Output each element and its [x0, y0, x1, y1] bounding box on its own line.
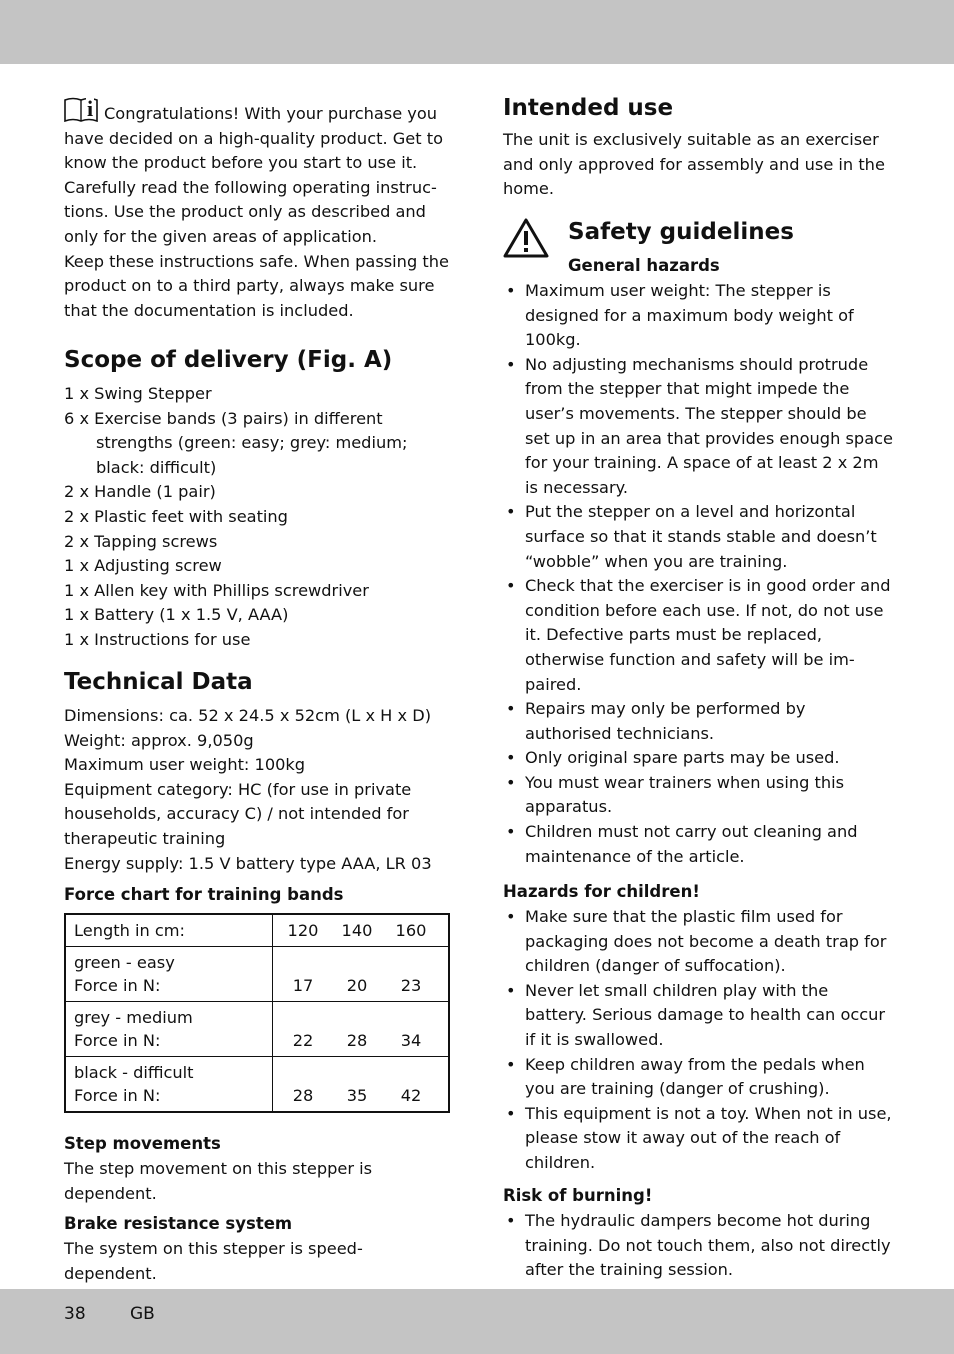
- table-cell: [273, 1002, 450, 1057]
- warning-triangle-icon: [503, 218, 549, 258]
- scope-list: [64, 382, 450, 653]
- list-item: 1 x Adjusting screw: [64, 556, 222, 576]
- table-cell: [65, 1002, 273, 1057]
- intro-line: product on to a third party, always make sure: [64, 276, 435, 296]
- table-cell: [65, 1057, 273, 1113]
- table-row: [65, 947, 449, 1002]
- intro-first-line: Congratulations! With your purchase you: [104, 104, 438, 123]
- table-cell: [273, 914, 450, 947]
- list-item: • Put the stepper on a level and horizontal surface so that it stands stable and doesn’t “wobble” when you are training.: [503, 500, 893, 574]
- band-name: grey - medium: [74, 1008, 193, 1027]
- children-heading: Hazards for children!: [503, 882, 700, 901]
- list-item: 1 x Instructions for use: [64, 629, 251, 649]
- children-list: [503, 905, 893, 1176]
- page-number: 38: [64, 1304, 86, 1324]
- length-value: 160: [395, 921, 427, 940]
- intended-heading: Intended use: [503, 95, 674, 121]
- table-cell: Length in cm:: [65, 914, 273, 947]
- technical-line: Weight: approx. 9,050g: [64, 730, 254, 750]
- info-book-icon: [64, 96, 98, 122]
- intro-line: Carefully read the following operating instruc-: [64, 177, 437, 197]
- list-item: • This equipment is not a toy. When not in use, please stow it away out of the reach of children.: [503, 1102, 893, 1176]
- general-hazards-list: [503, 279, 893, 869]
- list-item: • The hydraulic dampers become hot during training. Do not touch them, also not directly after the training session.: [503, 1209, 893, 1283]
- intro-line: know the product before you start to use it.: [64, 153, 418, 173]
- list-item: • Children must not carry out cleaning and maintenance of the article.: [503, 820, 893, 869]
- table-cell: [273, 1057, 450, 1113]
- force-value: 20: [346, 976, 368, 995]
- safety-section: [503, 218, 893, 869]
- force-table: [64, 913, 450, 1113]
- list-item: 2 x Handle (1 pair): [64, 482, 216, 502]
- band-name: green - easy: [74, 953, 175, 972]
- technical-line: Equipment category: HC (for use in private households, accuracy C) / not intended for therapeutic training: [64, 779, 412, 848]
- list-item: 2 x Plastic feet with seating: [64, 506, 288, 526]
- technical-line: Dimensions: ca. 52 x 24.5 x 52cm (L x H x D): [64, 706, 432, 725]
- table-row: [65, 914, 449, 947]
- burning-list: [503, 1209, 893, 1283]
- force-value: 28: [292, 1086, 314, 1105]
- force-value: 17: [292, 976, 314, 995]
- intro-line: have decided on a high-quality product. Get to: [64, 128, 443, 148]
- brake-heading: Brake resistance system: [64, 1214, 293, 1233]
- list-item: 2 x Tapping screws: [64, 531, 218, 551]
- list-item: 6 x Exercise bands (3 pairs) in different strengths (green: easy; grey: medium; black: difficult): [64, 408, 408, 477]
- list-item: • Repairs may only be performed by authorised technicians.: [503, 697, 893, 746]
- force-chart-heading: Force chart for training bands: [64, 885, 344, 904]
- list-item: • Never let small children play with the battery. Serious damage to health can occur if it is swallowed.: [503, 979, 893, 1053]
- intro-line: tions. Use the product only as described and: [64, 202, 426, 222]
- intro-line: only for the given areas of application.: [64, 226, 378, 246]
- force-value: 42: [400, 1086, 422, 1105]
- scope-section: [64, 346, 450, 653]
- step-heading: Step movements: [64, 1134, 221, 1153]
- length-value: 140: [341, 921, 373, 940]
- intro-section: [64, 96, 450, 323]
- burning-section: [503, 1185, 893, 1283]
- list-item: 1 x Battery (1 x 1.5 V, AAA): [64, 605, 289, 625]
- brake-text: The system on this stepper is speed-dependent.: [64, 1239, 363, 1283]
- intended-section: [503, 94, 893, 202]
- table-cell: [273, 947, 450, 1002]
- list-item: • Make sure that the plastic film used for packaging does not become a death trap for children (danger of suffocation).: [503, 905, 893, 979]
- band-name: black - difficult: [74, 1063, 194, 1082]
- brake-section: [64, 1213, 450, 1286]
- list-item: • Maximum user weight: The stepper is designed for a maximum body weight of 100kg.: [503, 279, 893, 353]
- svg-text:i: i: [86, 96, 94, 121]
- list-item: 1 x Swing Stepper: [64, 384, 212, 403]
- length-value: 120: [287, 921, 319, 940]
- force-label: Force in N:: [74, 1086, 161, 1105]
- children-section: [503, 881, 893, 1176]
- list-item: • Keep children away from the pedals when you are training (danger of crushing).: [503, 1053, 893, 1102]
- force-value: 34: [400, 1031, 422, 1050]
- force-value: 35: [346, 1086, 368, 1105]
- table-row: [65, 1057, 449, 1113]
- header-bar: [0, 0, 954, 64]
- list-item: 1 x Allen key with Phillips screwdriver: [64, 580, 369, 600]
- technical-heading: Technical Data: [64, 669, 253, 695]
- language-code: GB: [130, 1304, 155, 1324]
- force-label: Force in N:: [74, 976, 161, 995]
- scope-heading: Scope of delivery (Fig. A): [64, 347, 393, 373]
- table-row: [65, 1002, 449, 1057]
- safety-heading: Safety guidelines: [568, 219, 794, 245]
- force-value: 28: [346, 1031, 368, 1050]
- force-value: 23: [400, 976, 422, 995]
- list-item: • You must wear trainers when using this apparatus.: [503, 771, 893, 820]
- step-section: [64, 1133, 450, 1206]
- list-item: • No adjusting mechanisms should protrude from the stepper that might impede the user’s movements. The stepper should be set up in an area that provides enough space for your training. A space of at least 2 x 2m is necessary.: [503, 353, 893, 501]
- list-item: • Only original spare parts may be used.: [503, 746, 893, 771]
- general-hazards-heading: General hazards: [568, 256, 720, 275]
- table-cell: [65, 947, 273, 1002]
- technical-line: Maximum user weight: 100kg: [64, 755, 306, 775]
- intro-line: Keep these instructions safe. When passing the: [64, 251, 449, 271]
- force-value: 22: [292, 1031, 314, 1050]
- technical-section: [64, 668, 450, 876]
- force-label: Force in N:: [74, 1031, 161, 1050]
- intended-text: The unit is exclusively suitable as an exerciser and only approved for assembly and use in the home.: [503, 130, 885, 199]
- technical-line: Energy supply: 1.5 V battery type AAA, LR 03: [64, 853, 432, 873]
- step-text: The step movement on this stepper is dependent.: [64, 1159, 373, 1203]
- list-item: • Check that the exerciser is in good order and condition before each use. If not, do not use it. Defective parts must be replaced, otherwise function and safety will be im-paired.: [503, 574, 893, 697]
- force-chart-section: [64, 884, 450, 1113]
- burning-heading: Risk of burning!: [503, 1186, 653, 1205]
- intro-line: that the documentation is included.: [64, 300, 354, 320]
